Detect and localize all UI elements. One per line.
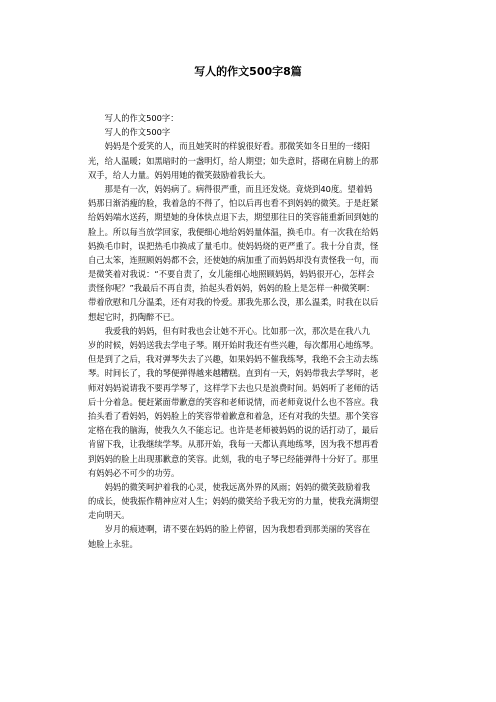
text-line: 后十分着急。便赶紧面带歉意的笑容和老师说情，而老师竟说什么也不答应。我 [88, 396, 379, 407]
text-line: 双手，给人力量。妈妈用她的微笑鼓励着我长大。 [88, 169, 271, 180]
text-line: 带着欣慰和几分温柔，还有对我的怜爱。那我先那么没，那么温柔，时我在以后 [88, 297, 379, 308]
text-line: 写人的作文500字： [88, 113, 179, 123]
text-line: 她脸上永驻。 [88, 538, 138, 549]
text-line: 我爱我的妈妈，但有时我也会让她不开心。比如那一次，那次是在我八九 [88, 325, 371, 336]
text-line: 有妈妈必不可少的功劳。 [88, 467, 180, 478]
document-body [88, 111, 410, 551]
text-line: 岁月的痕迹啊，请不要在妈妈的脸上停留，因为我想看到那美丽的笑容在 [88, 524, 371, 535]
text-line: 岁的时候，妈妈送我去学电子琴。刚开始时我还有些兴趣，每次都用心地练琴。 [88, 340, 379, 350]
text-line: 妈妈是个爱笑的人，而且她笑时的样貌很好看。那微笑如冬日里的一缕阳 [88, 141, 371, 152]
text-line: 是微笑着对我说：“不要自责了，女儿能细心地照顾妈妈，妈妈很开心，怎样会 [88, 269, 375, 280]
text-line: 脸上。所以每当放学回家，我便细心地给妈妈量体温，换毛巾。有一次我在给妈 [88, 226, 379, 237]
text-line: 想起它时，扔陶醉不已。 [88, 311, 180, 322]
text-line: 走向明天。 [88, 510, 130, 521]
text-line: 定格在我的脑海，使我久久不能忘记。也许是老师被妈妈的说的话打动了，最后 [88, 425, 379, 436]
text-line: 到妈妈的脸上出现那歉意的笑容。此刻，我的电子琴已经能弹得十分好了。那里 [88, 453, 379, 464]
text-line: 妈换毛巾时，误把热毛巾换成了量毛巾。使妈妈烧的更严重了。我十分自责，怪 [88, 240, 379, 251]
text-line: 肯留下我，让我继续学琴。从那开始，我每一天都认真地练琴，因为我不想再看 [88, 439, 379, 450]
text-line: 妈妈的微笑呵护着我的心灵，使我远离外界的风雨；妈妈的微笑鼓励着我 [88, 481, 371, 492]
document-title: 写人的作文500字8篇 [194, 65, 302, 78]
text-line: 责怪你呢？”我最后不再自责，抬起头看妈妈，妈妈的脸上是怎样一种微笑啊： [88, 283, 375, 294]
text-line: 的成长，使我振作精神应对人生；妈妈的微笑给予我无穷的力量，使我充满期望 [88, 496, 379, 507]
text-line: 但是到了之后，我对弹琴失去了兴趣，如果妈妈不催我练琴，我绝不会主动去练 [88, 354, 379, 365]
text-line: 那是有一次，妈妈病了。病得很严重，而且还发烧。竟烧到40度。望着妈 [88, 183, 373, 194]
text-line: 妈那日渐消瘦的脸，我着急的不得了，怕以后再也看不到妈妈的微笑。于是赶紧 [88, 198, 379, 209]
text-line: 琴。时间长了，我的琴便弹得越来越糟糕。直到有一天，妈妈带我去学琴时，老 [88, 368, 379, 379]
text-line: 给妈妈端水送药，期望她的身体快点退下去，期望那往日的笑容能重新回到她的 [88, 212, 379, 223]
text-line: 自己太笨，连照顾妈妈都不会，还使她的病加重了而妈妈却没有责怪我一句，而 [88, 254, 379, 265]
text-line: 师对妈妈说请我不要再学琴了，这样学下去也只是浪费时间。妈妈听了老师的话 [88, 382, 379, 393]
text-line: 抬头看了看妈妈，妈妈脸上的笑容带着歉意和着急，还有对我的失望。那个笑容 [88, 410, 379, 421]
text-line: 写人的作文500字 [88, 127, 171, 138]
text-line: 光，给人温暖；如黑暗时的一盏明灯，给人期望；如失意时，搭砌在肩膀上的那 [88, 155, 379, 166]
